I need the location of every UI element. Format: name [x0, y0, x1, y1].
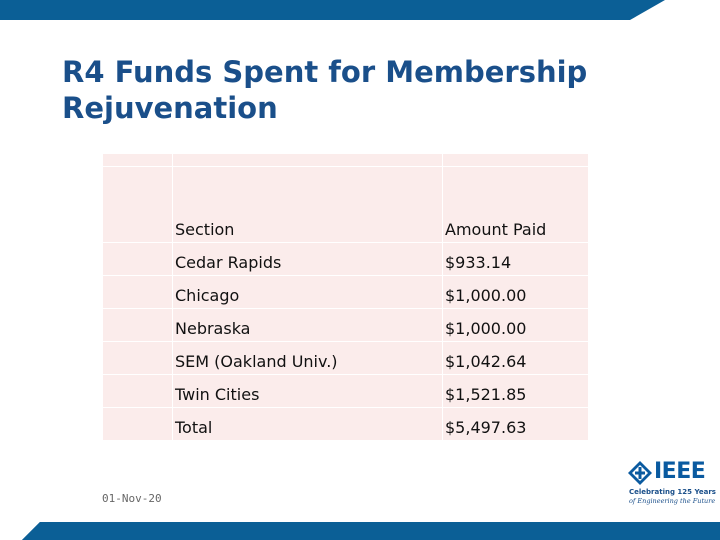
table-spacer-row — [103, 154, 589, 167]
row-amount: $5,497.63 — [445, 418, 527, 437]
logo-tagline: Celebrating 125 Years — [629, 488, 716, 496]
table-row — [103, 243, 589, 276]
table-row — [103, 342, 589, 375]
ieee-wordmark: IEEE — [654, 459, 706, 484]
table-header-row — [103, 167, 589, 243]
slide-date: 01-Nov-20 — [102, 492, 162, 505]
ieee-kite-icon — [627, 460, 653, 486]
row-amount: $1,000.00 — [445, 286, 527, 305]
logo-tagline-sub: of Engineering the Future — [629, 497, 716, 505]
table-row — [103, 375, 589, 408]
row-section: Cedar Rapids — [175, 253, 282, 272]
funds-table — [102, 153, 588, 441]
row-amount: $1,000.00 — [445, 319, 527, 338]
row-amount: $1,042.64 — [445, 352, 527, 371]
header-section: Section — [175, 220, 235, 239]
row-section: SEM (Oakland Univ.) — [175, 352, 338, 371]
table-row — [103, 276, 589, 309]
row-section: Total — [175, 418, 213, 437]
top-banner — [0, 0, 720, 20]
bottom-banner — [0, 510, 720, 540]
row-amount: $933.14 — [445, 253, 512, 272]
row-section: Nebraska — [175, 319, 251, 338]
table-row-total — [103, 408, 589, 441]
slide-title: R4 Funds Spent for Membership Rejuvenation — [62, 55, 588, 125]
ieee-logo — [627, 458, 716, 506]
row-section: Twin Cities — [175, 385, 260, 404]
table-row — [103, 309, 589, 342]
row-amount: $1,521.85 — [445, 385, 527, 404]
header-amount: Amount Paid — [445, 220, 547, 239]
row-section: Chicago — [175, 286, 240, 305]
